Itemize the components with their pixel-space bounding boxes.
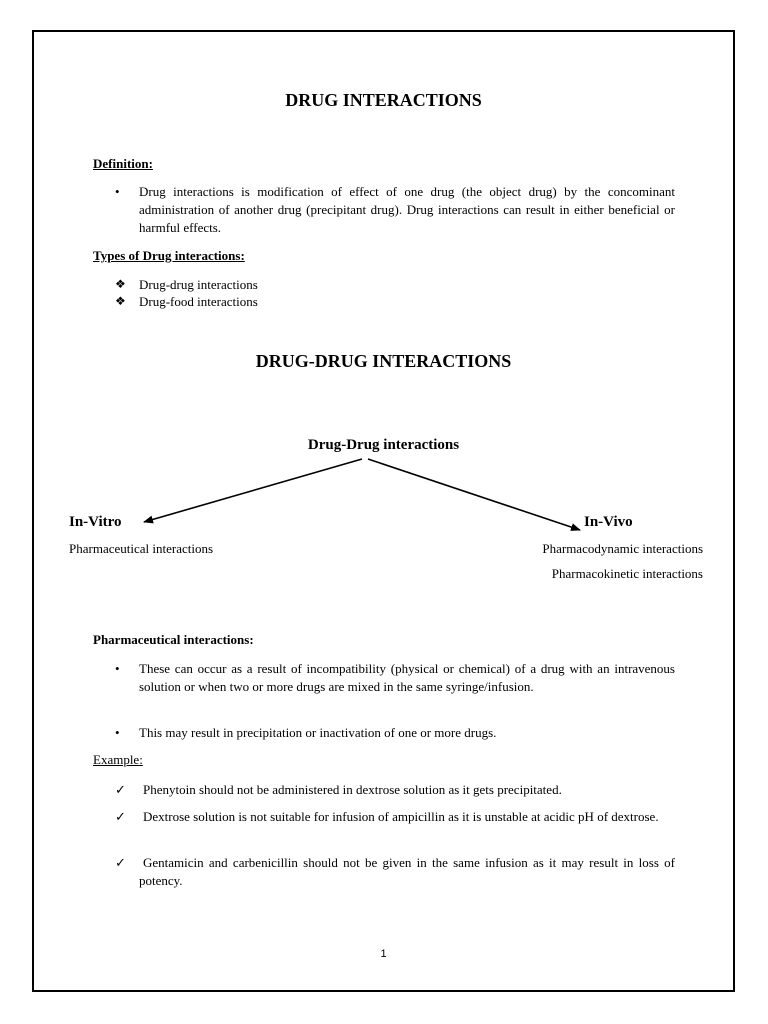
pharmaceutical-bullet	[115, 660, 675, 696]
types-label: Types of Drug interactions:	[93, 248, 245, 263]
definition-label: Definition:	[93, 156, 153, 171]
example-item	[115, 781, 675, 799]
pharmaceutical-bullet-text: These can occur as a result of incompatibility (physical or chemical) of a drug with an intravenous solution or when two or more drugs are mixed in the same syringe/infusion.	[139, 661, 675, 694]
bullet-marker: •	[115, 661, 120, 676]
example-text: Phenytoin should not be administered in dextrose solution as it gets precipitated.	[143, 782, 562, 797]
definition-text: Drug interactions is modification of effect of one drug (the object drug) by the concominant administration of another drug (precipitant drug). Drug interactions can result in either beneficial or harmful effects.	[139, 184, 675, 235]
example-item	[115, 854, 675, 890]
diagram-root: Drug-Drug interactions	[307, 437, 460, 453]
diamond-marker: ❖	[115, 277, 126, 291]
bullet-marker: •	[115, 725, 120, 740]
bullet-marker: •	[115, 184, 120, 199]
arrow-to-in-vitro	[144, 459, 362, 522]
page-number: 1	[380, 948, 387, 960]
example-label: Example:	[93, 752, 143, 767]
in-vitro-item: Pharmaceutical interactions	[69, 541, 214, 556]
page-title: DRUG INTERACTIONS	[285, 90, 482, 110]
example-text: Dextrose solution is not suitable for infusion of ampicillin as it is unstable at acidic pH of dextrose.	[143, 809, 659, 824]
type-item-text: Drug-food interactions	[139, 294, 258, 309]
section-title: DRUG-DRUG INTERACTIONS	[255, 351, 512, 371]
in-vitro-heading: In-Vitro	[69, 514, 122, 530]
in-vivo-item: Pharmacokinetic interactions	[551, 566, 703, 581]
example-item	[115, 808, 675, 826]
check-icon: ✓	[115, 782, 126, 797]
diamond-marker: ❖	[115, 294, 126, 308]
in-vivo-heading: In-Vivo	[584, 514, 633, 530]
pharmaceutical-bullet-text: This may result in precipitation or inactivation of one or more drugs.	[139, 725, 497, 740]
check-icon: ✓	[115, 809, 126, 824]
type-item-text: Drug-drug interactions	[139, 277, 258, 292]
pharmaceutical-bullet	[115, 724, 675, 742]
arrow-to-in-vivo	[368, 459, 580, 530]
in-vivo-item: Pharmacodynamic interactions	[542, 541, 703, 556]
pharmaceutical-label: Pharmaceutical interactions:	[93, 632, 254, 647]
check-icon: ✓	[115, 855, 126, 870]
example-text: Gentamicin and carbenicillin should not be given in the same infusion as it may result in loss of potency.	[139, 855, 675, 888]
